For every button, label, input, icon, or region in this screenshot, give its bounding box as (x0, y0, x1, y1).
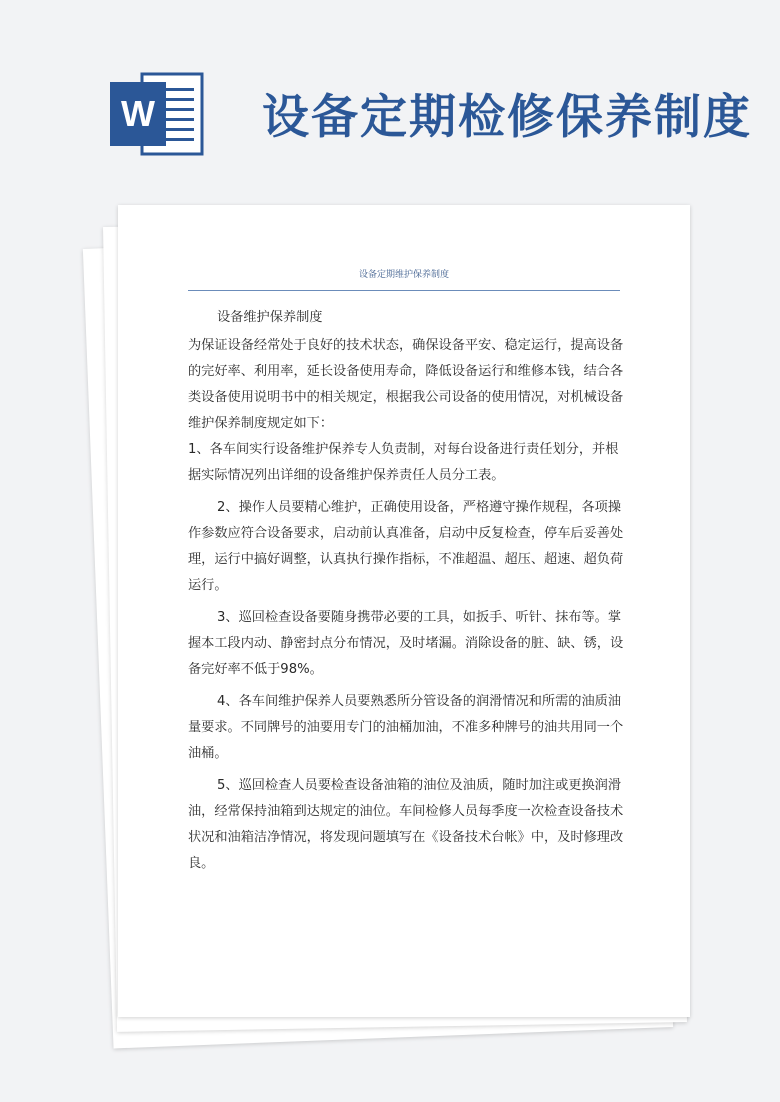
list-item-2: 2、操作人员要精心维护，正确使用设备，严格遵守操作规程，各项操作参数应符合设备要求，启动前认真准备，启动中反复检查，停车后妥善处理，运行中搞好调整，认真执行操作指标，不准超温、超压、超速、超负荷运行。 (188, 500, 624, 593)
list-item-5: 5、巡回检查人员要检查设备油箱的油位及油质，随时加注或更换润滑油，经常保持油箱到达规定的油位。车间检修人员每季度一次检查设备技术状况和油箱洁净情况，将发现问题填写在《设备技术台帐》中，及时修理改良。 (188, 778, 624, 871)
intro-paragraph: 为保证设备经常处于良好的技术状态，确保设备平安、稳定运行，提高设备的完好率、利用率，延长设备使用寿命，降低设备运行和维修本钱，结合各类设备使用说明书中的相关规定，根据我公司设备的使用情况，对机械设备维护保养制度规定如下： (188, 338, 624, 431)
document-body (188, 305, 628, 877)
page-header: 设备定期维护保养制度 (188, 267, 620, 291)
list-item-3: 3、巡回检查设备要随身携带必要的工具，如扳手、听针、抹布等。掌握本工段内动、静密封点分布情况，及时堵漏。消除设备的脏、缺、锈，设备完好率不低于98%。 (188, 610, 624, 677)
document-page (118, 205, 690, 1017)
list-item-1: 1、各车间实行设备维护保养专人负责制，对每台设备进行责任划分，并根据实际情况列出详细的设备维护保养责任人员分工表。 (188, 442, 619, 483)
document-subtitle: 设备维护保养制度 (217, 310, 323, 325)
word-logo-letter: W (121, 93, 155, 134)
banner-title: 设备定期检修保养制度 (262, 90, 752, 145)
word-logo-icon (108, 68, 208, 160)
banner (0, 0, 780, 190)
list-item-4: 4、各车间维护保养人员要熟悉所分管设备的润滑情况和所需的油质油量要求。不同牌号的油要用专门的油桶加油，不准多种牌号的油共用同一个油桶。 (188, 694, 624, 761)
